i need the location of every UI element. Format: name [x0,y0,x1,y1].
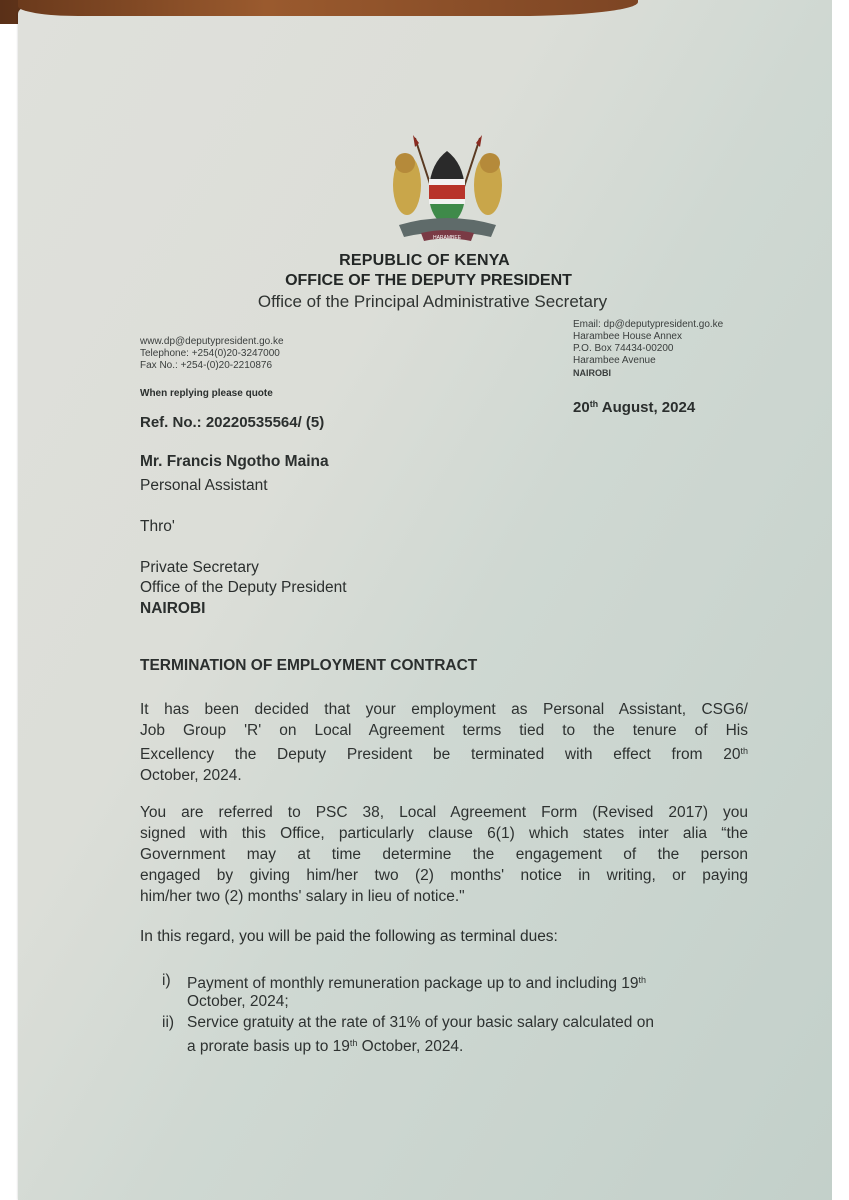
crest-motto: HARAMBEE [432,235,462,241]
reference-number: Ref. No.: 20220535564/ (5) [140,414,325,431]
p1-sup: th [740,746,748,756]
list-item [162,970,752,1014]
list-item-number: i) [162,972,171,989]
list-item-text [187,1033,749,1057]
p1-line: Job Group 'R' on Local Agreement terms tied to the tenure of His [140,722,748,739]
via-title: Private Secretary [140,559,259,576]
addressee-title: Personal Assistant [140,477,268,494]
list-item-sup: th [638,975,647,985]
p1-line: October, 2024. [140,767,242,784]
via-city: NAIROBI [140,600,206,617]
paragraph-terminal-dues: In this regard, you will be paid the following as terminal dues: [140,928,558,945]
contact-web: www.dp@deputypresident.go.ke [140,336,284,347]
contact-telephone: Telephone: +254(0)20-3247000 [140,348,280,359]
contact-street: Harambee Avenue [573,355,656,366]
date-month-year: August, 2024 [598,399,696,416]
p2-line: Government may at time determine the engagement of the person [140,846,748,863]
through-label: Thro' [140,518,175,535]
p1-line: It has been decided that your employment as Personal Assistant, CSG6/ [140,701,748,718]
list-item [162,1012,752,1056]
contact-city: NAIROBI [573,368,611,378]
p2-line: engaged by giving him/her two (2) months' notice in writing, or paying [140,867,748,884]
background-right-edge [832,0,849,1200]
addressee-name: Mr. Francis Ngotho Maina [140,453,329,470]
date-day: 20 [573,399,590,416]
subject-heading: TERMINATION OF EMPLOYMENT CONTRACT [140,657,478,674]
list-item-sup: th [349,1038,358,1048]
background-left-edge [0,0,18,1200]
p2-line: You are referred to PSC 38, Local Agreement Form (Revised 2017) you [140,804,748,821]
reply-quote-note: When replying please quote [140,388,273,399]
paragraph-termination [140,699,748,786]
letterhead-sub-office: Office of the Principal Administrative Secretary [257,292,608,311]
paragraph-reference [140,802,748,907]
kenya-coat-of-arms-icon [385,133,510,248]
date-sup: th [589,399,599,409]
via-office: Office of the Deputy President [140,579,347,596]
list-item-line: Service gratuity at the rate of 31% of your basic salary calculated on [187,1014,654,1031]
p2-line: signed with this Office, particularly clause 6(1) which states inter alia “the [140,825,748,842]
letter-date [573,399,695,416]
p1-line-text: Excellency the Deputy President be terminated with effect from 20 [140,746,741,763]
p2-line: him/her two (2) months' salary in lieu of notice." [140,888,465,905]
wooden-surface-overlap [18,0,638,16]
letterhead-country: REPUBLIC OF KENYA [339,252,510,269]
list-item-line: a prorate basis up to 19 [187,1038,350,1055]
contact-po-box: P.O. Box 74434-00200 [573,343,674,354]
p1-line [140,741,748,765]
list-item-line: October, 2024. [357,1038,464,1055]
contact-fax: Fax No.: +254-(0)20-2210876 [140,360,273,371]
contact-email: Email: dp@deputypresident.go.ke [573,319,724,330]
list-item-number: ii) [162,1014,175,1031]
list-item-line: Payment of monthly remuneration package up to and including 19 [187,975,639,992]
letterhead-office: OFFICE OF THE DEPUTY PRESIDENT [285,272,572,289]
contact-building: Harambee House Annex [573,331,682,342]
list-item-line: October, 2024; [187,993,289,1010]
